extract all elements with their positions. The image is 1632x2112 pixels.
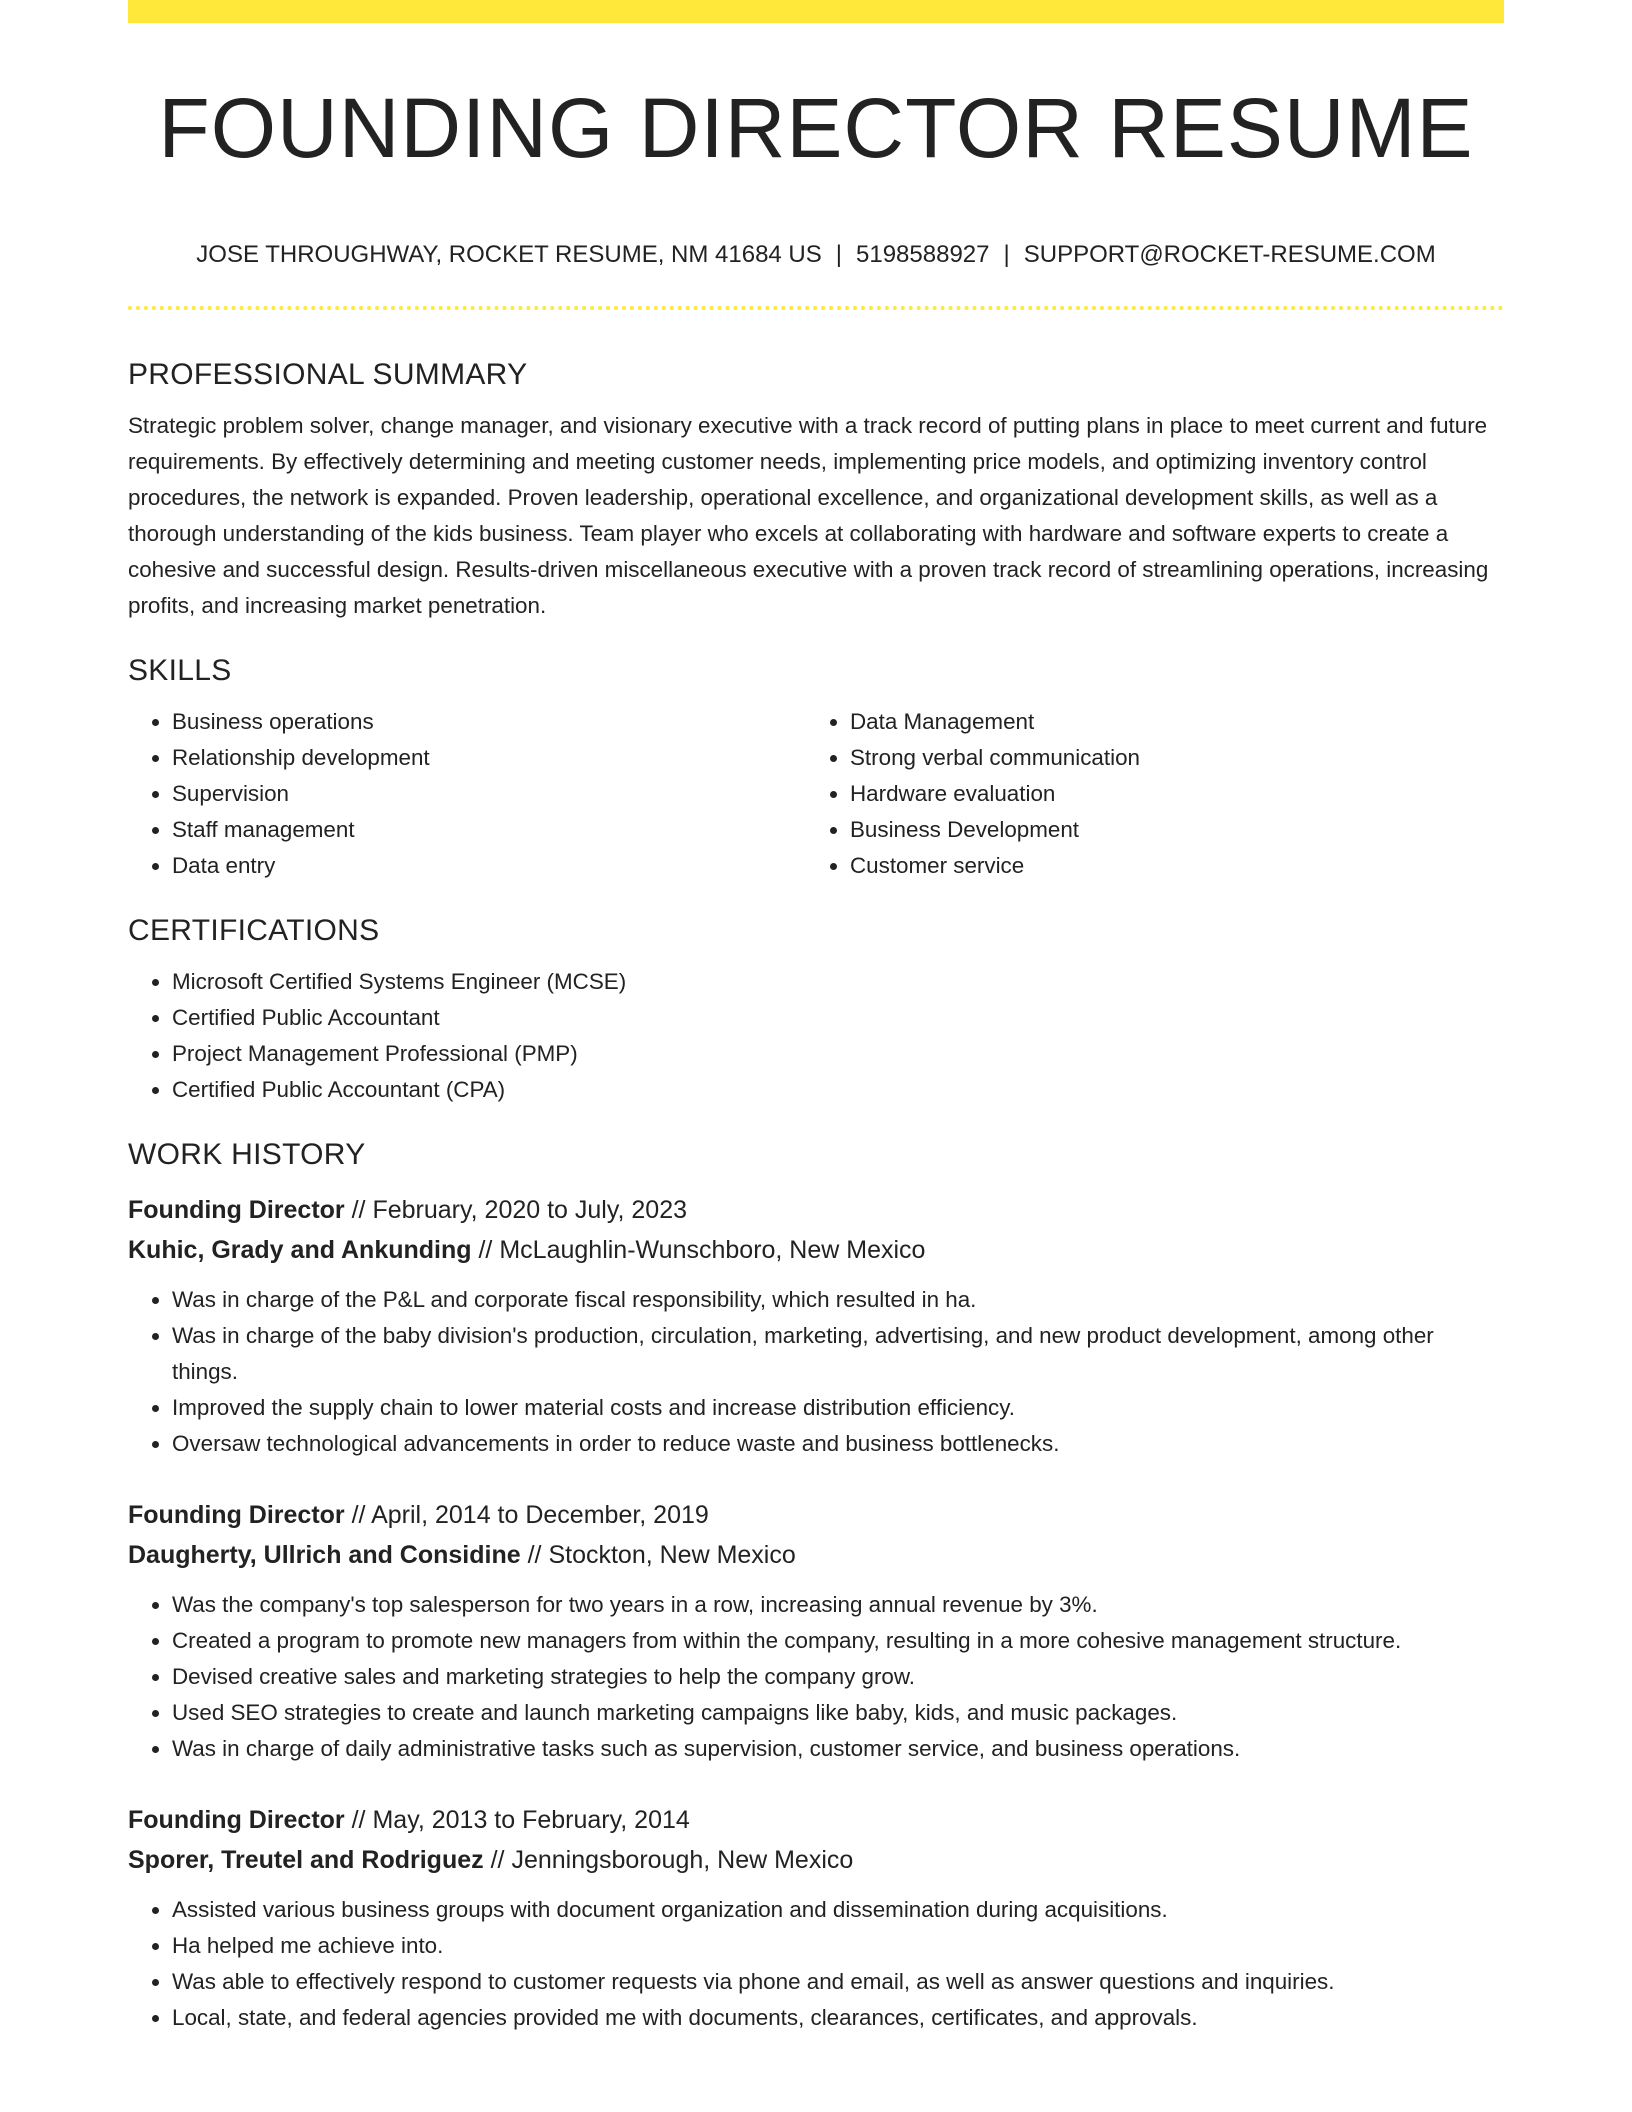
job-role: Founding Director	[128, 1806, 345, 1834]
contact-separator: |	[1003, 241, 1010, 268]
job-bullet: • Was in charge of the P&L and corporate fiscal responsibility, which resulted in ha.	[172, 1282, 1504, 1318]
job-separator: //	[527, 1541, 542, 1569]
skill-item: • Hardware evaluation	[850, 776, 1485, 812]
summary-text: Strategic problem solver, change manager, and visionary executive with a track record of putting plans in place to meet current and future requirements. By effectively determining and meeting customer needs, implementing price models, and optimizing inventory control procedures, the network is expanded. Proven leadership, operational excellence, and organizational development skills, as well as a thorough understanding of the kids business. Team player who excels at collaborating with hardware and software experts to create a cohesive and successful design. Results-driven miscellaneous executive with a proven track record of streamlining operations, increasing profits, and increasing market penetration.	[128, 413, 1489, 618]
job-bullet: • Assisted various business groups with document organization and dissemination during acquisitions.	[172, 1892, 1504, 1928]
job-entry	[128, 1495, 1504, 1767]
top-accent-bar	[128, 0, 1504, 23]
job-separator: //	[478, 1236, 493, 1264]
job-bullet: • Devised creative sales and marketing strategies to help the company grow.	[172, 1659, 1504, 1695]
skill-item: • Relationship development	[172, 740, 806, 776]
certification-item: • Project Management Professional (PMP)	[172, 1036, 1504, 1072]
job-bullet: • Improved the supply chain to lower material costs and increase distribution efficiency.	[172, 1390, 1504, 1426]
contact-email: SUPPORT@ROCKET-RESUME.COM	[1023, 241, 1436, 268]
job-company-line	[128, 1230, 1504, 1270]
job-title-line	[128, 1190, 1504, 1230]
job-dates: May, 2013 to February, 2014	[372, 1806, 690, 1834]
certification-item: • Certified Public Accountant (CPA)	[172, 1072, 1504, 1108]
skill-item: • Data entry	[172, 848, 806, 884]
certification-item: • Certified Public Accountant	[172, 1000, 1504, 1036]
contact-address: JOSE THROUGHWAY, ROCKET RESUME, NM 41684 US	[196, 241, 822, 268]
job-bullets	[128, 1587, 1504, 1767]
certifications-heading: CERTIFICATIONS	[128, 914, 380, 947]
job-separator: //	[490, 1846, 505, 1874]
job-company: Daugherty, Ullrich and Considine	[128, 1541, 521, 1569]
skill-item: • Business Development	[850, 812, 1485, 848]
job-bullet: • Created a program to promote new managers from within the company, resulting in a more cohesive management structure.	[172, 1623, 1504, 1659]
job-separator: //	[351, 1806, 366, 1834]
job-bullet: • Was the company's top salesperson for two years in a row, increasing annual revenue by 3%.	[172, 1587, 1504, 1623]
job-bullet: • Oversaw technological advancements in order to reduce waste and business bottlenecks.	[172, 1426, 1504, 1462]
skills-columns	[128, 704, 1504, 884]
contact-line	[128, 237, 1504, 273]
skills-section	[128, 646, 1504, 884]
job-bullet: • Was in charge of daily administrative tasks such as supervision, customer service, and business operations.	[172, 1731, 1504, 1767]
dotted-divider	[128, 306, 1504, 310]
job-bullets	[128, 1892, 1504, 2036]
job-location: Stockton, New Mexico	[548, 1541, 796, 1569]
job-location: Jenningsborough, New Mexico	[511, 1846, 854, 1874]
page-title: FOUNDING DIRECTOR RESUME	[158, 81, 1474, 175]
skill-item: • Customer service	[850, 848, 1485, 884]
work-history-section	[128, 1130, 1504, 2036]
job-company: Kuhic, Grady and Ankunding	[128, 1236, 472, 1264]
job-title-line	[128, 1800, 1504, 1840]
job-bullet: • Was able to effectively respond to customer requests via phone and email, as well as answer questions and inquiries.	[172, 1964, 1504, 2000]
job-bullets	[128, 1282, 1504, 1462]
job-bullet: • Used SEO strategies to create and launch marketing campaigns like baby, kids, and music packages.	[172, 1695, 1504, 1731]
work-history-heading: WORK HISTORY	[128, 1138, 366, 1171]
contact-separator: |	[835, 241, 843, 268]
resume-content	[128, 350, 1504, 2036]
summary-heading: PROFESSIONAL SUMMARY	[128, 358, 528, 391]
job-bullet: • Ha helped me achieve into.	[172, 1928, 1504, 1964]
skill-item: • Strong verbal communication	[850, 740, 1485, 776]
job-bullet: • Was in charge of the baby division's production, circulation, marketing, advertising, and new product development, among other things.	[172, 1318, 1504, 1390]
job-role: Founding Director	[128, 1196, 345, 1224]
job-title-line	[128, 1495, 1504, 1535]
skill-item: • Business operations	[172, 704, 806, 740]
skill-item: • Supervision	[172, 776, 806, 812]
certifications-section	[128, 906, 1504, 1108]
certifications-list	[128, 964, 1504, 1108]
skill-item: • Data Management	[850, 704, 1485, 740]
summary-section	[128, 350, 1504, 624]
skills-heading: SKILLS	[128, 654, 232, 687]
job-bullet: • Local, state, and federal agencies provided me with documents, clearances, certificates, and approvals.	[172, 2000, 1504, 2036]
job-company: Sporer, Treutel and Rodriguez	[128, 1846, 484, 1874]
contact-phone: 5198588927	[856, 241, 990, 268]
job-dates: February, 2020 to July, 2023	[372, 1196, 688, 1224]
job-separator: //	[351, 1501, 366, 1529]
job-entry	[128, 1190, 1504, 1462]
job-dates: April, 2014 to December, 2019	[371, 1501, 709, 1529]
skills-left-list	[128, 704, 806, 884]
certification-item: • Microsoft Certified Systems Engineer (MCSE)	[172, 964, 1504, 1000]
job-company-line	[128, 1535, 1504, 1575]
skills-right-list	[806, 704, 1485, 884]
job-location: McLaughlin-Wunschboro, New Mexico	[499, 1236, 926, 1264]
job-role: Founding Director	[128, 1501, 345, 1529]
job-entry	[128, 1800, 1504, 2036]
skill-item: • Staff management	[172, 812, 806, 848]
job-company-line	[128, 1840, 1504, 1880]
job-separator: //	[351, 1196, 366, 1224]
